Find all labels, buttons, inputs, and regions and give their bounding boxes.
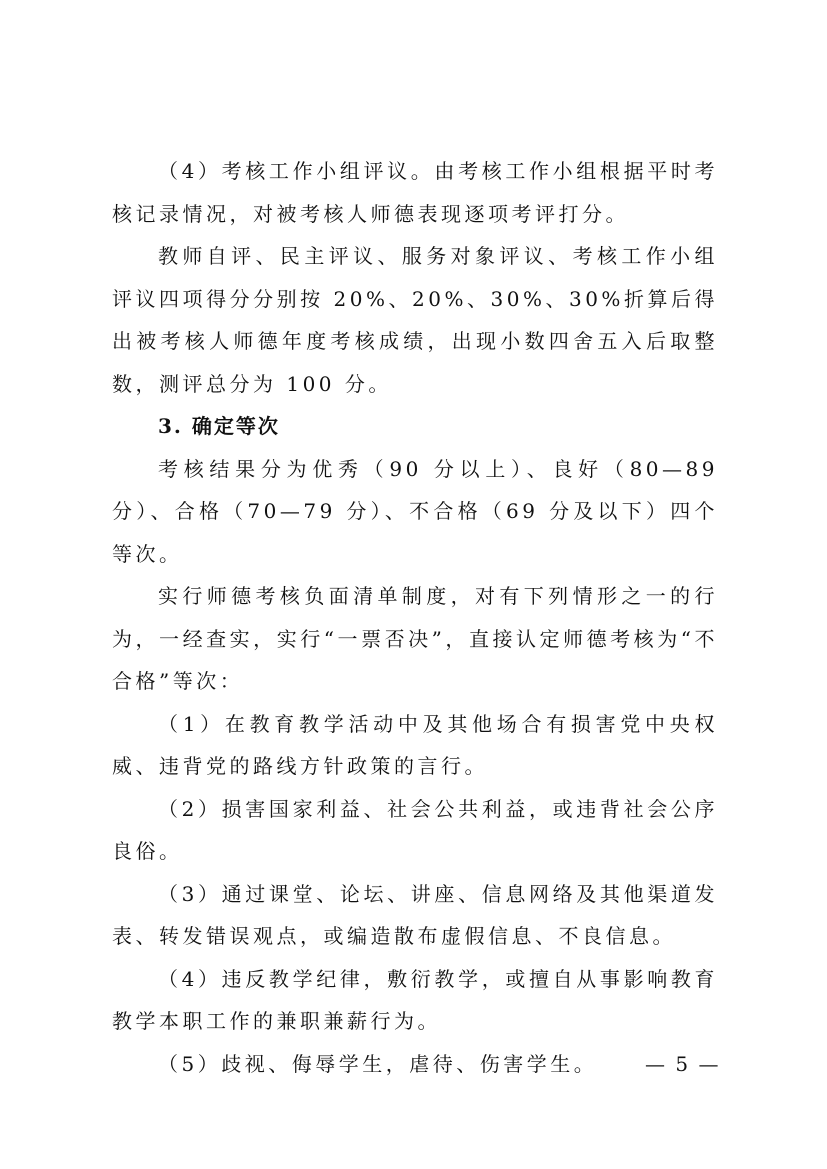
document-body	[112, 150, 721, 1085]
paragraph-group-review: （4）考核工作小组评议。由考核工作小组根据平时考核记录情况，对被考核人师德表现逐项考评打分。	[112, 159, 718, 226]
section-heading-grades: 3. 确定等次	[158, 414, 280, 438]
list-item-5: （5）歧视、侮辱学生，虐待、伤害学生。	[158, 1051, 598, 1076]
list-item-1: （1）在教育教学活动中及其他场合有损害党中央权威、违背党的路线方针政策的言行。	[112, 711, 718, 778]
list-item-3: （3）通过课堂、论坛、讲座、信息网络及其他渠道发表、转发错误观点，或编造散布虚假信息、不良信息。	[112, 881, 718, 948]
list-item-4: （4）违反教学纪律，敷衍教学，或擅自从事影响教育教学本职工作的兼职兼薪行为。	[112, 966, 718, 1033]
page-number: — 5 —	[645, 1052, 721, 1076]
list-item-2: （2）损害国家利益、社会公共利益，或违背社会公序良俗。	[112, 796, 718, 863]
paragraph-grade-levels: 考核结果分为优秀（90 分以上）、良好（80—89 分）、合格（70—79 分）、不合格（69 分及以下）四个等次。	[112, 456, 718, 566]
paragraph-negative-list: 实行师德考核负面清单制度，对有下列情形之一的行为，一经查实，实行“一票否决”，直接认定师德考核为“不合格”等次：	[112, 584, 718, 693]
paragraph-score-weighting: 教师自评、民主评议、服务对象评议、考核工作小组评议四项得分分别按 20%、20%、30%、30%折算后得出被考核人师德年度考核成绩，出现小数四舍五入后取整数，测评总分为 100 分。	[112, 244, 718, 396]
